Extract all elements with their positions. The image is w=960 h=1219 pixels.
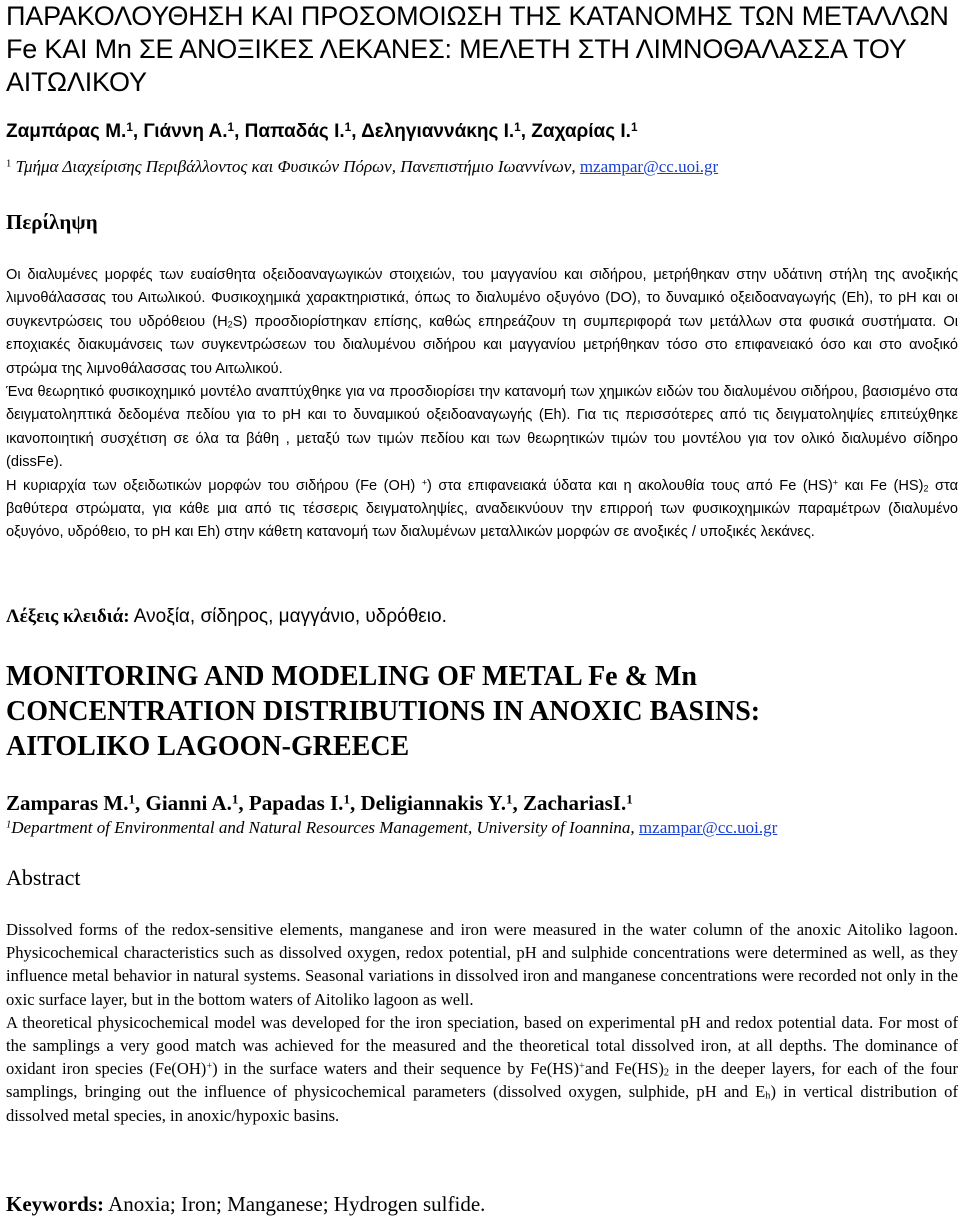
author-sup: 1 [344, 121, 352, 135]
author: Ζαμπάρας Μ. [6, 121, 127, 142]
author-sup: 1 [514, 121, 521, 135]
title-line: CONCENTRATION DISTRIBUTIONS IN ANOXIC BASINS: [6, 696, 761, 727]
title-line: MONITORING AND MODELING OF METAL Fe & Mn [6, 661, 697, 692]
keywords-text: Anoxia; Iron; Manganese; Hydrogen sulfide. [104, 1192, 486, 1216]
title-line: AITOLIKO LAGOON-GREECE [6, 731, 410, 762]
author: Papadas I. [248, 791, 344, 815]
author-sup: 1 [227, 121, 235, 135]
author: ZachariasI. [522, 791, 627, 815]
author-sup: 1 [128, 791, 136, 807]
author: Παπαδάς Ι. [244, 121, 345, 142]
author: Deligiannakis Y. [360, 791, 506, 815]
author: Δεληγιαννάκης Ι. [361, 121, 515, 142]
abstract-paragraph: Η κυριαρχία των οξειδωτικών μορφών του σιδήρου (Fe (OH) +) στα επιφανειακά ύδατα και η ακολουθία τους από Fe (HS)+ και Fe $(HS)_2$ στα βαθύτερα στρώματα, για κάθε μια από τις τέσσερις δειγματοληψίες, αναδεικνύουν την επιρροή των φυσικοχημικών παραμέτρων (διαλυμένο οξυγόνο, υδρόθειο, το pH και Eh) στην κάθετη κατανομή των διαλυμένων μεταλλικών μορφών σε ανοξικές / υποξικές λεκάνες. [6, 477, 959, 541]
author: Zamparas M. [6, 791, 129, 815]
greek-authors: Ζαμπάρας Μ.$^1$, Γιάννη Α.$^1$, Παπαδάς Ι.$^1$, Δεληγιαννάκης Ι.$^1$, Ζαχαρίας Ι.$^1$ [6, 121, 638, 142]
keywords-label: Λέξεις κλειδιά: [6, 606, 130, 627]
affiliation-text: Τμήμα Διαχείρισης Περιβάλλοντος και Φυσικών Πόρων, Πανεπιστήμιο Ιωαννίνων, [11, 157, 580, 176]
english-affiliation: $^1$Department of Environmental and Natural Resources Management, University of Ioannina, mzampar@cc.uoi.gr [6, 818, 778, 837]
email-link[interactable]: mzampar@cc.uoi.gr [638, 818, 778, 837]
abstract-paragraph: Dissolved forms of the redox-sensitive elements, manganese and iron were measured in the water column of the anoxic Aitoliko lagoon. Physicochemical characteristics such as dissolved oxygen, redox potential, pH and sulphide concentrations were determined as well, as they influence metal behavior in natural systems. Seasonal variations in dissolved iron and manganese concentrations were recorded not only in the oxic surface layer, but in the bottom waters of Aitoliko lagoon as well. [6, 920, 958, 1009]
author-sup: 1 [626, 791, 633, 807]
author-sup: 1 [231, 791, 239, 807]
author: Ζαχαρίας Ι. [531, 121, 631, 142]
english-abstract [6, 918, 958, 1127]
author-sup: 1 [343, 791, 350, 807]
keywords-text: Ανοξία, σίδηρος, μαγγάνιο, υδρόθειο. [129, 606, 447, 627]
english-keywords [6, 1191, 958, 1217]
greek-abstract [6, 264, 958, 545]
abstract-paragraph: A theoretical physicochemical model was developed for the iron speciation, based on experimental pH and redox potential data. For most of the samplings a very good match was achieved for the measured and the theoretical total dissolved iron, at all depths. The dominance of oxidant iron species (Fe(OH)+) in the surface waters and their sequence by Fe(HS)+and $Fe(HS)_2$ in the deeper layers, for each of the four samplings, bringing out the influence of physicochemical parameters (dissolved oxygen, sulphide, pH and $E_h$) in vertical distribution of dissolved metal species, in anoxic/hypoxic basins. [6, 1012, 958, 1125]
english-title [6, 659, 958, 764]
affiliation-text: Department of Environmental and Natural Resources Management, University of Ioannina, [11, 818, 639, 837]
author-sup: 1 [505, 791, 513, 807]
english-abstract-heading: Abstract [6, 865, 81, 890]
greek-title: ΠΑΡΑΚΟΛΟΥΘΗΣΗ ΚΑΙ ΠΡΟΣΟΜΟΙΩΣΗ ΤΗΣ ΚΑΤΑΝΟΜΗΣ ΤΩΝ ΜΕΤΑΛΛΩΝ Fe ΚΑΙ Mn ΣΕ ΑΝΟΞΙΚΕΣ ΛΕΚΑΝΕΣ: ΜΕΛΕΤΗ ΣΤΗ ΛΙΜΝΟΘΑΛΑΣΣΑ ΤΟΥ ΑΙΤΩΛΙΚΟΥ [6, 1, 949, 97]
author: Γιάννη Α. [143, 121, 228, 142]
author-sup: 1 [630, 121, 638, 135]
author: Gianni A. [145, 791, 232, 815]
author-sup: 1 [126, 121, 133, 135]
greek-keywords [6, 604, 958, 630]
english-authors: Zamparas M.$^1$, Gianni A.$^1$, Papadas I.$^1$, Deligiannakis Y.$^1$, ZachariasI.$^1$ [6, 791, 633, 815]
abstract-paragraph: Οι διαλυμένες μορφές των ευαίσθητα οξειδοαναγωγικών στοιχειών, του μαγγανίου και σιδήρου, μετρήθηκαν στην υδάτινη στήλη της ανοξικής λιμνοθάλασσας του Αιτωλικού. Φυσικοχημικά χαρακτηριστικά, όπως το διαλυμένο οξυγόνο (DO), το δυναμικό οξειδοαναγωγής (Eh), το pH και οι συγκεντρώσεις του υδρόθειου $(H_2S)$ προσδιορίστηκαν επίσης, καθώς επηρεάζουν τη συμπεριφορά των μετάλλων στα φυσικά συστήματα. Οι εποχιακές διακυμάνσεις των συγκεντρώσεων του διαλυμένου σιδήρου και μαγγανίου μετρήθηκαν τόσο στο επιφανειακό όσο και στο ανοξικό στρώμα της λιμνοθάλασσας του Αιτωλικού. [6, 267, 958, 377]
keywords-label: Keywords: [6, 1192, 104, 1216]
greek-abstract-heading: Περίληψη [6, 210, 98, 234]
email-link[interactable]: mzampar@cc.uoi.gr [579, 157, 719, 176]
greek-affiliation: $^1$ Τμήμα Διαχείρισης Περιβάλλοντος και Φυσικών Πόρων, Πανεπιστήμιο Ιωαννίνων, mzampar@cc.uoi.gr [6, 157, 719, 176]
abstract-paragraph: Ένα θεωρητικό φυσικοχημικό μοντέλο αναπτύχθηκε για να προσδιορίσει την κατανομή των χημικών ειδών του διαλυμένου σιδήρου, βασισμένο στα δειγματοληπτικά δεδομένα πεδίου για το pH και το δυναμικού οξειδοαναγωγής (Eh). Για τις περισσότερες από τις δειγματοληψίες επιτεύχθηκε ικανοποιητική συσχέτιση σε όλα τα βάθη , μεταξύ των τιμών πεδίου και των θεωρητικών τιμών του μοντέλου για τον ολικό διαλυμένο σίδηρο (dissFe). [6, 384, 958, 471]
